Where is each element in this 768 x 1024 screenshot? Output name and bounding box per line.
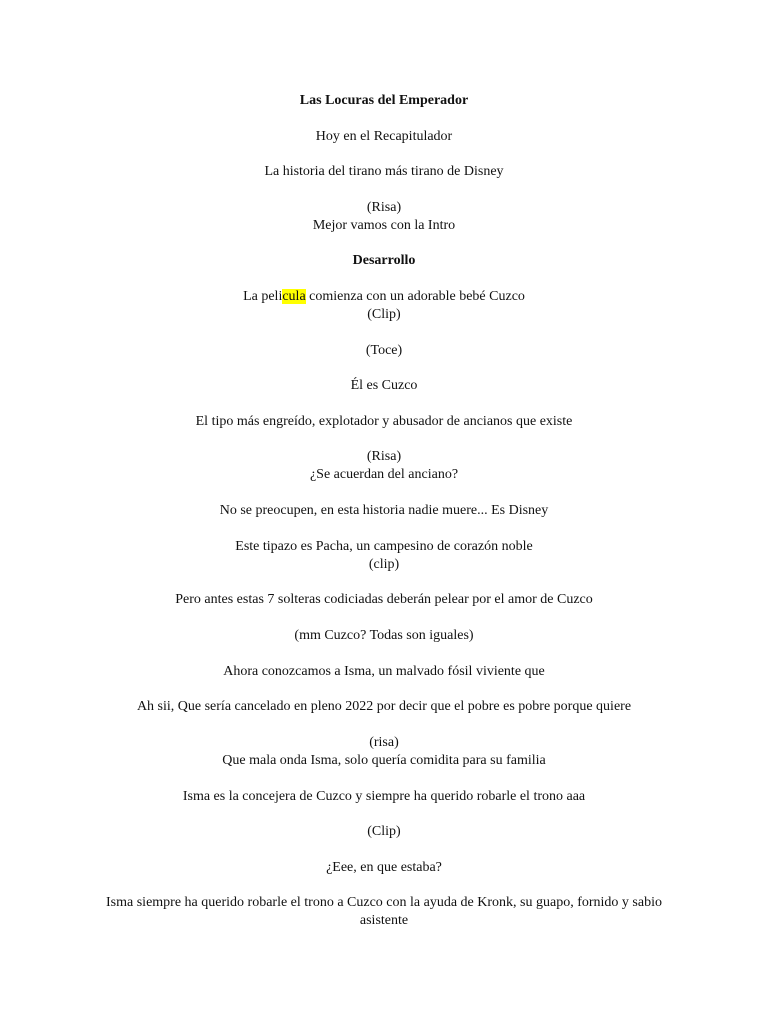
paragraph: Él es Cuzco xyxy=(350,378,418,393)
document-title: Las Locuras del Emperador xyxy=(299,93,469,108)
stage-note: (risa) xyxy=(369,735,399,750)
paragraph xyxy=(90,288,678,306)
paragraph: No se preocupen, en esta historia nadie muere... Es Disney xyxy=(219,503,549,518)
paragraph: El tipo más engreído, explotador y abusador de ancianos que existe xyxy=(195,414,573,429)
paragraph: Este tipazo es Pacha, un campesino de corazón noble xyxy=(235,539,533,554)
paragraph: (mm Cuzco? Todas son iguales) xyxy=(294,628,474,643)
stage-note: (clip) xyxy=(368,557,400,572)
paragraph: Pero antes estas 7 solteras codiciadas deberán pelear por el amor de Cuzco xyxy=(175,592,593,607)
stage-note: (Toce) xyxy=(365,343,403,358)
paragraph: Hoy en el Recapitulador xyxy=(315,129,453,144)
paragraph: Ahora conozcamos a Isma, un malvado fósil viviente que xyxy=(223,664,545,679)
section-heading: Desarrollo xyxy=(352,253,416,268)
paragraph: Mejor vamos con la Intro xyxy=(312,218,456,233)
paragraph: Isma es la concejera de Cuzco y siempre ha querido robarle el trono aaa xyxy=(182,789,586,804)
paragraph: La historia del tirano más tirano de Disney xyxy=(264,164,504,179)
paragraph: Que mala onda Isma, solo quería comidita para su familia xyxy=(222,753,546,768)
stage-note: (Risa) xyxy=(366,449,402,464)
paragraph: Isma siempre ha querido robarle el trono a Cuzco con la ayuda de Kronk, su guapo, fornido y sabio asistente xyxy=(106,895,662,928)
paragraph: ¿Se acuerdan del anciano? xyxy=(309,467,459,482)
paragraph: Ah sii, Que sería cancelado en pleno 2022 por decir que el pobre es pobre porque quiere xyxy=(136,699,632,714)
highlighted-text: cula xyxy=(282,289,306,304)
stage-note: (Clip) xyxy=(367,307,401,322)
text-run: La peli xyxy=(243,289,283,304)
stage-note: (Clip) xyxy=(367,824,401,839)
stage-note: (Risa) xyxy=(366,200,402,215)
text-run: comienza con un adorable bebé Cuzco xyxy=(305,289,525,304)
paragraph: ¿Eee, en que estaba? xyxy=(326,860,442,875)
